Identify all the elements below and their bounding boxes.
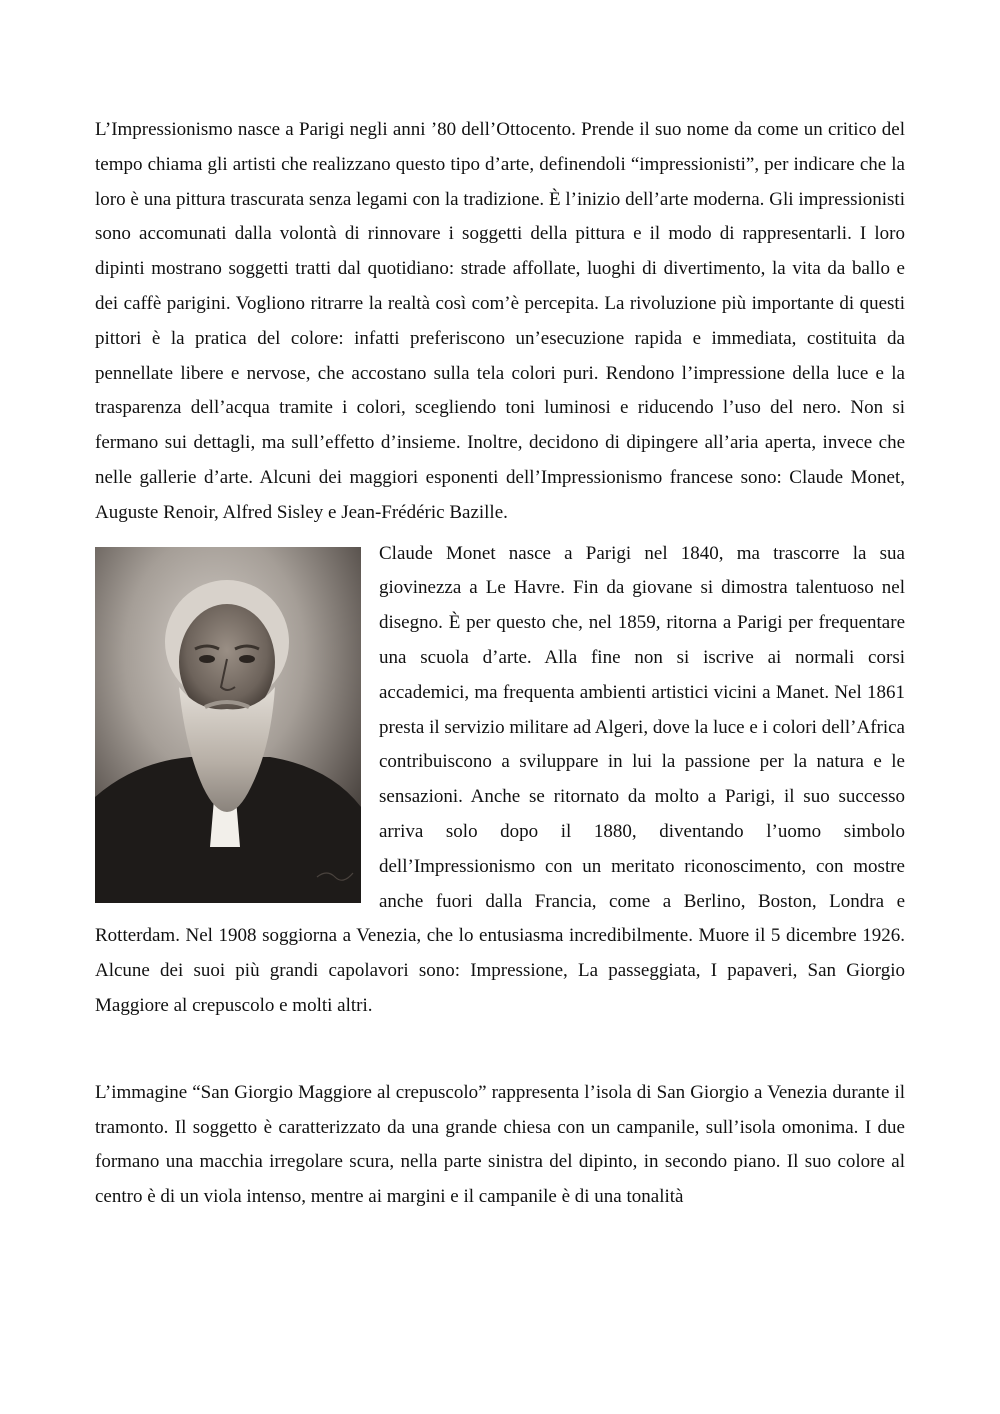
paragraph-impressionism-intro: L’Impressionismo nasce a Parigi negli anni ’80 dell’Ottocento. Prende il suo nome da come un critico del tempo chiama gli artisti che realizzano questo tipo d’arte, definendoli “impressionisti”, per indicare che la loro è una pittura trascurata senza legami con la tradizione. È l’inizio dell’arte moderna. Gli impressionisti sono accomunati dalla volontà di rinnovare i soggetti della pittura e il modo di rappresentarli. I loro dipinti mostrano soggetti tratti dal quotidiano: strade affollate, luoghi di divertimento, la vita da ballo e dei caffè parigini. Vogliono ritrarre la realtà così com’è percepita. La rivoluzione più importante di questi pittori è la pratica del colore: infatti preferiscono un’esecuzione rapida e immediata, costituita da pennellate libere e nervose, che accostano sulla tela colori puri. Rendono l’impressione della luce e la trasparenza dell’acqua tramite i colori, scegliendo toni luminosi e riducendo l’uso del nero. Non si fermano sui dettagli, ma sull’effetto d’insieme. Inoltre, decidono di dipingere all’aria aperta, invece che nelle gallerie d’arte. Alcuni dei maggiori esponenti dell’Impressionismo francese sono: Claude Monet, Auguste Renoir, Alfred Sisley e Jean-Frédéric Bazille.: [95, 119, 905, 523]
portrait-illustration: [95, 547, 361, 903]
document-page: [95, 113, 905, 1215]
monet-biography-text: Claude Monet nasce a Parigi nel 1840, ma trascorre la sua giovinezza a Le Havre. Fin da giovane si dimostra talentuoso nel disegno. È per questo che, nel 1859, ritorna a Parigi per frequentare una scuola d’arte. Alla fine non si iscrive ai normali corsi accademici, ma frequenta ambienti artistici vicini a Manet. Nel 1861 presta il servizio militare ad Algeri, dove la luce e i colori dell’Africa contribuiscono a sviluppare in lui la passione per la natura e le sensazioni. Anche se ritornato da molto a Parigi, il suo successo arriva solo dopo il 1880, diventando l’uomo simbolo dell’Impressionismo con un meritato riconoscimento, con mostre anche fuori dalla Francia, come a Berlino, Boston, Londra e Rotterdam. Nel 1908 soggiorna a Venezia, che lo entusiasma incredibilmente. Muore il 5 dicembre 1926. Alcune dei suoi più grandi capolavori sono: Impressione, La passeggiata, I papaveri, San Giorgio Maggiore al crepuscolo e molti altri.: [95, 542, 905, 1016]
paragraph-san-giorgio-description: L’immagine “San Giorgio Maggiore al crepuscolo” rappresenta l’isola di San Giorgio a Venezia durante il tramonto. Il soggetto è caratterizzato da una grande chiesa con un campanile, sull’isola omonima. I due formano una macchia irregolare scura, nella parte sinistra del dipinto, in secondo piano. Il suo colore al centro è di un viola intenso, mentre ai margini e il campanile è di una tonalità: [95, 1081, 905, 1208]
paragraph-monet-biography: [95, 537, 905, 1024]
monet-portrait-photo: [95, 547, 361, 903]
